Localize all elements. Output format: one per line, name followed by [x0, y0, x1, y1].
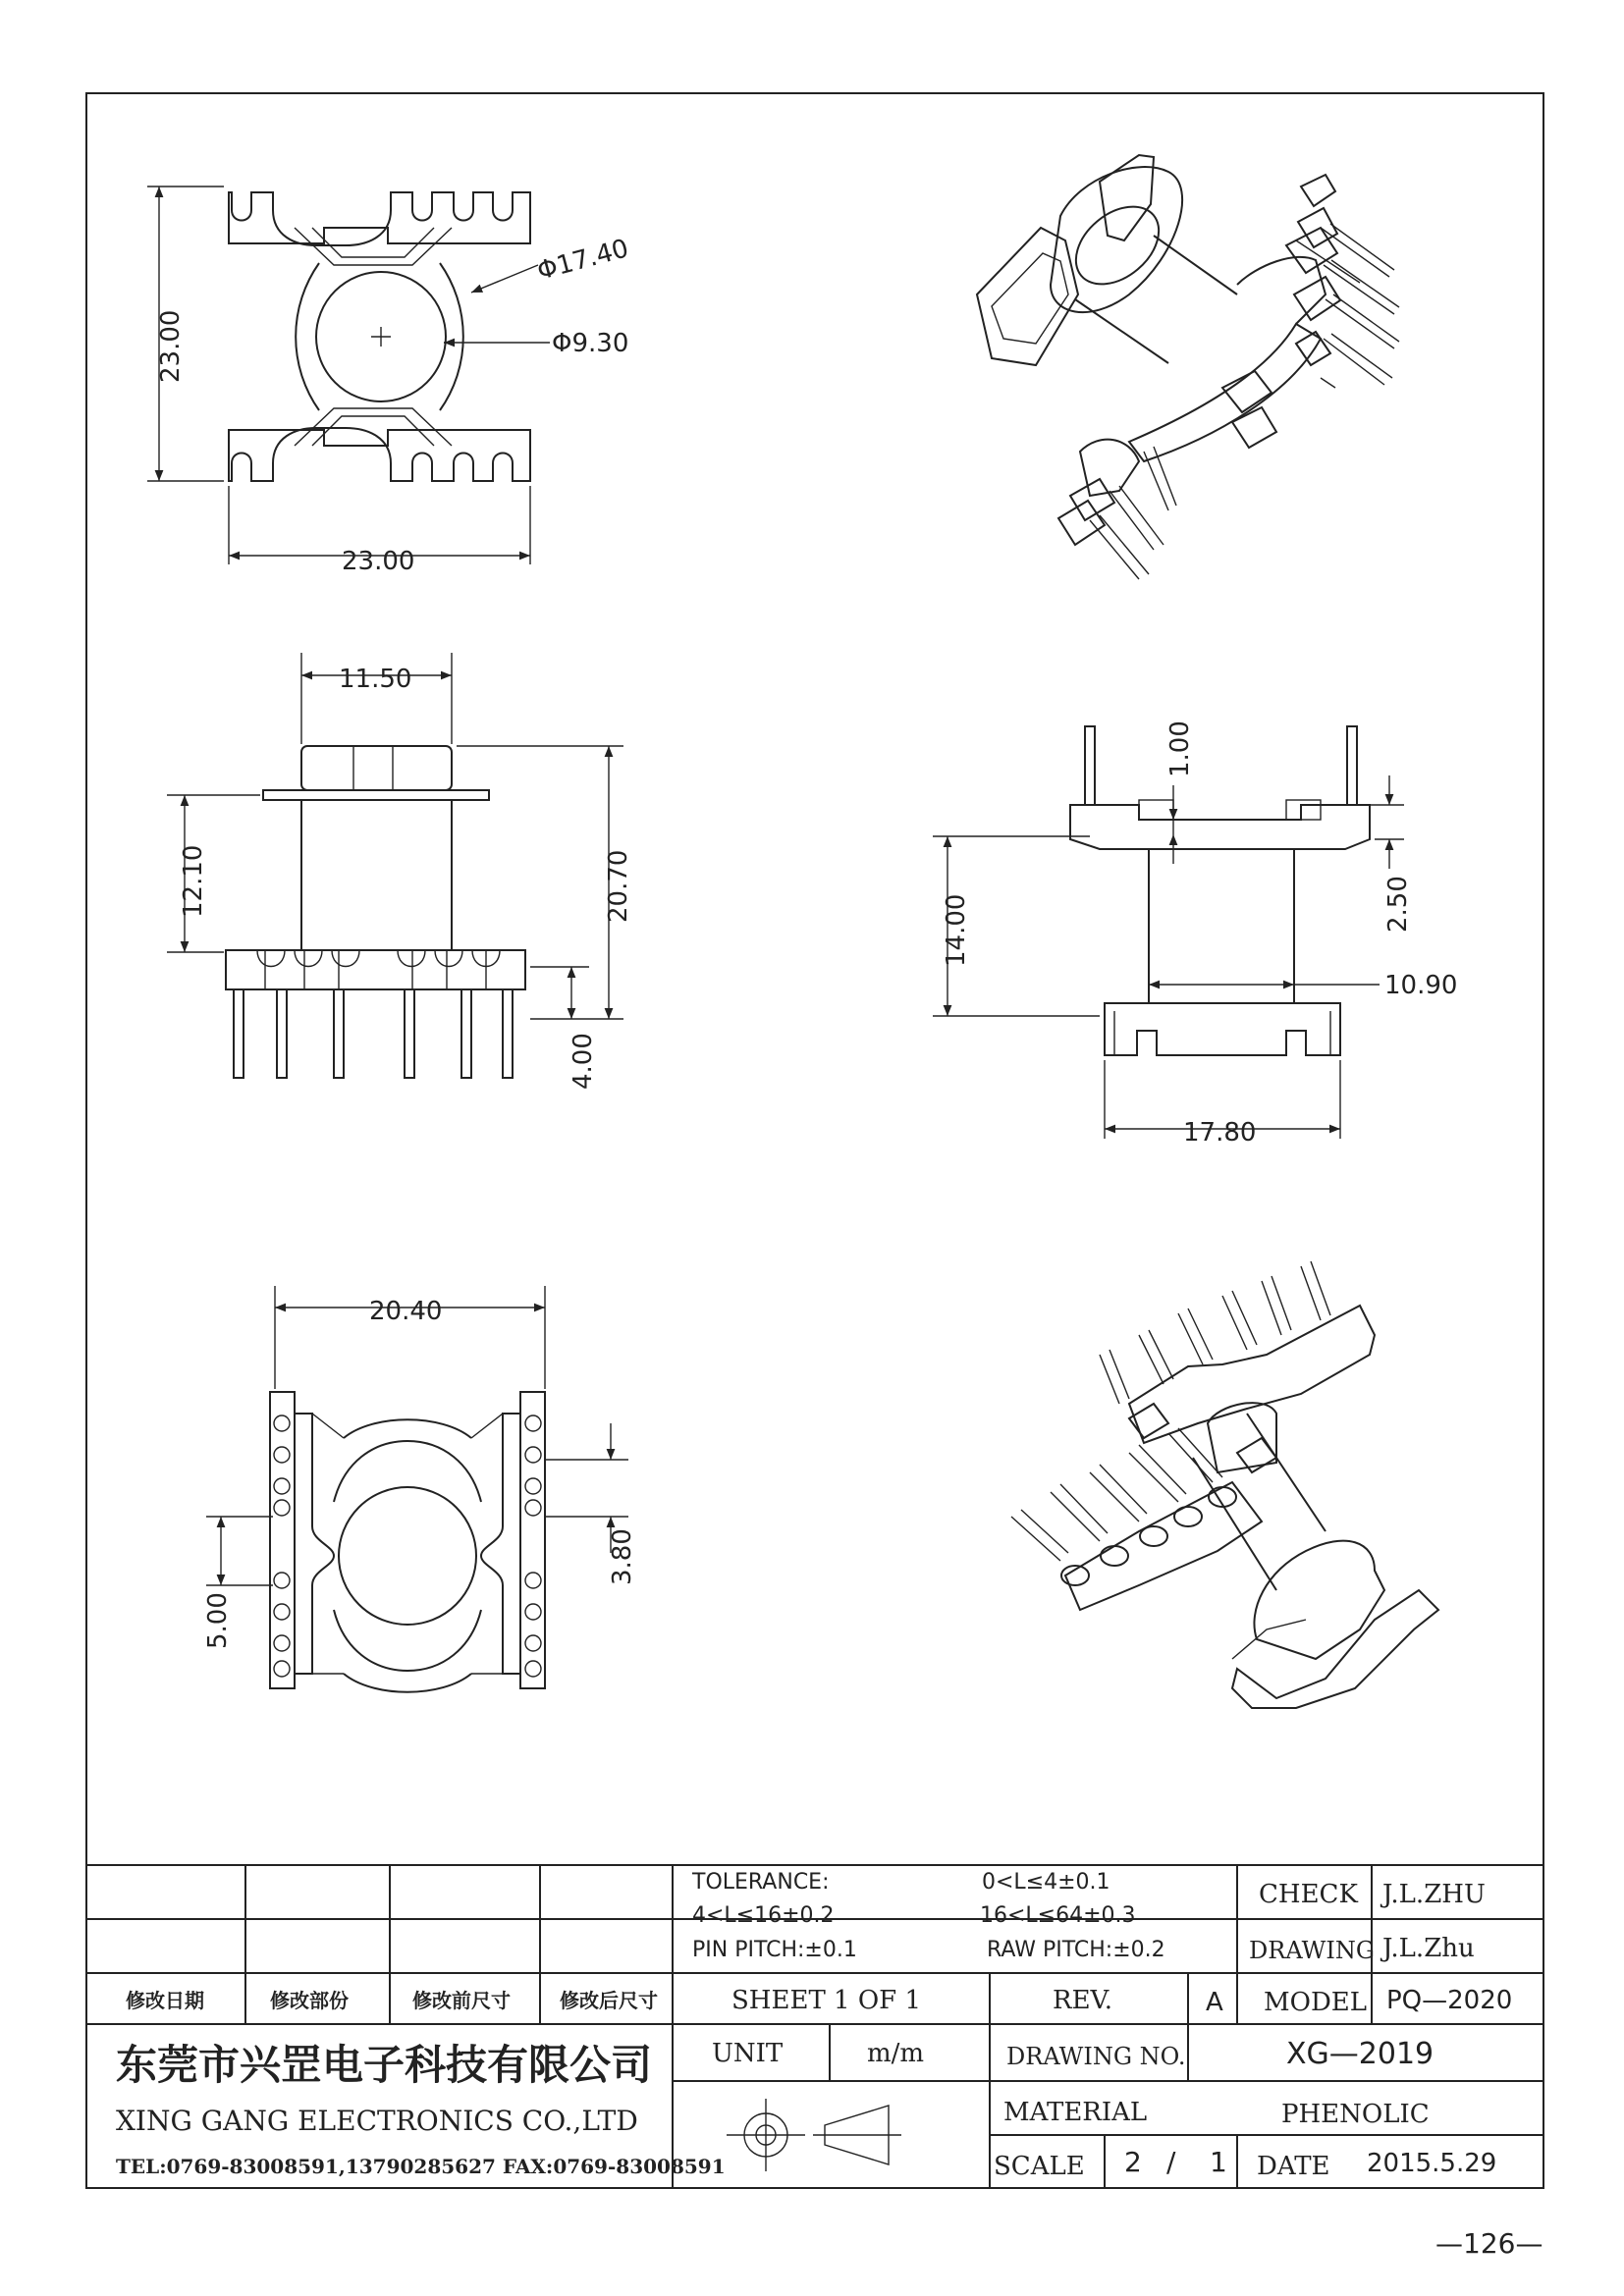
side-view-top-width: 11.50 — [339, 665, 412, 694]
model-value: PQ—2020 — [1386, 1986, 1513, 2015]
pin-pitch: PIN PITCH:±0.1 — [692, 1938, 857, 1962]
top-view-height: 23.00 — [156, 309, 186, 383]
drawing-value: J.L.Zhu — [1382, 1934, 1475, 1963]
scale-label: SCALE — [994, 2152, 1085, 2181]
top-view — [147, 187, 550, 564]
drawing-no-label: DRAWING NO. — [1006, 2043, 1186, 2070]
side-view-total: 20.70 — [604, 849, 633, 923]
front-view-height: 14.00 — [942, 893, 971, 967]
check-label: CHECK — [1259, 1880, 1358, 1909]
side-view-pin: 4.00 — [568, 1033, 598, 1090]
isometric-view-bottom — [1011, 1261, 1438, 1708]
rev-col-part: 修改部份 — [270, 1989, 349, 2012]
date-value: 2015.5.29 — [1367, 2149, 1497, 2178]
date-label: DATE — [1257, 2152, 1330, 2181]
bottom-view-pitch-a: 3.80 — [608, 1528, 637, 1585]
rev-col-after: 修改后尺寸 — [560, 1989, 658, 2012]
unit-label: UNIT — [712, 2039, 784, 2068]
bottom-view-pitch-b: 5.00 — [203, 1592, 233, 1649]
company-name-cn: 东莞市兴罡电子科技有限公司 — [116, 2041, 653, 2089]
drawing-label: DRAWING — [1249, 1937, 1375, 1964]
check-value: J.L.ZHU — [1382, 1880, 1486, 1909]
page-number: —126— — [1435, 2227, 1543, 2260]
projection-symbol — [727, 2099, 901, 2171]
material-value: PHENOLIC — [1281, 2100, 1430, 2129]
tolerance-range-1: 0<L≤4±0.1 — [982, 1870, 1110, 1895]
front-view-core: 10.90 — [1384, 971, 1458, 1000]
scale-denominator: 1 — [1210, 2146, 1227, 2178]
front-view — [933, 726, 1404, 1139]
rev-value: A — [1206, 1988, 1223, 2017]
bottom-view — [206, 1286, 628, 1692]
drawing-no-value: XG—2019 — [1286, 2037, 1435, 2071]
side-view — [167, 653, 623, 1078]
scale-numerator: 2 — [1124, 2146, 1142, 2178]
company-contact: TEL:0769-83008591,13790285627 FAX:0769-83008591 — [116, 2155, 726, 2178]
company-name-en: XING GANG ELECTRONICS CO.,LTD — [116, 2105, 638, 2137]
sheet-count: SHEET 1 OF 1 — [731, 1986, 922, 2015]
tolerance-range-3: 16<L≤64±0.3 — [980, 1903, 1136, 1928]
model-label: MODEL — [1264, 1988, 1368, 2017]
top-view-diameter-inner: Φ9.30 — [552, 329, 629, 358]
isometric-view-top — [977, 155, 1399, 579]
rev-col-date: 修改日期 — [126, 1989, 204, 2012]
front-view-flange: 1.00 — [1165, 721, 1195, 777]
rev-label: REV. — [1053, 1986, 1113, 2015]
raw-pitch: RAW PITCH:±0.2 — [987, 1938, 1165, 1962]
bottom-view-width: 20.40 — [369, 1297, 443, 1326]
side-view-body: 12.10 — [179, 844, 208, 918]
front-view-base: 17.80 — [1183, 1118, 1257, 1148]
tolerance-range-2: 4<L≤16±0.2 — [692, 1903, 835, 1928]
top-view-diameter-outer: Φ17.40 — [534, 234, 632, 287]
front-view-top-gap: 2.50 — [1383, 876, 1413, 933]
scale-slash: / — [1166, 2146, 1176, 2178]
top-view-width: 23.00 — [342, 547, 415, 576]
unit-value: m/m — [867, 2039, 925, 2068]
rev-col-before: 修改前尺寸 — [412, 1989, 511, 2012]
material-label: MATERIAL — [1003, 2098, 1148, 2127]
tolerance-label: TOLERANCE: — [692, 1870, 830, 1895]
